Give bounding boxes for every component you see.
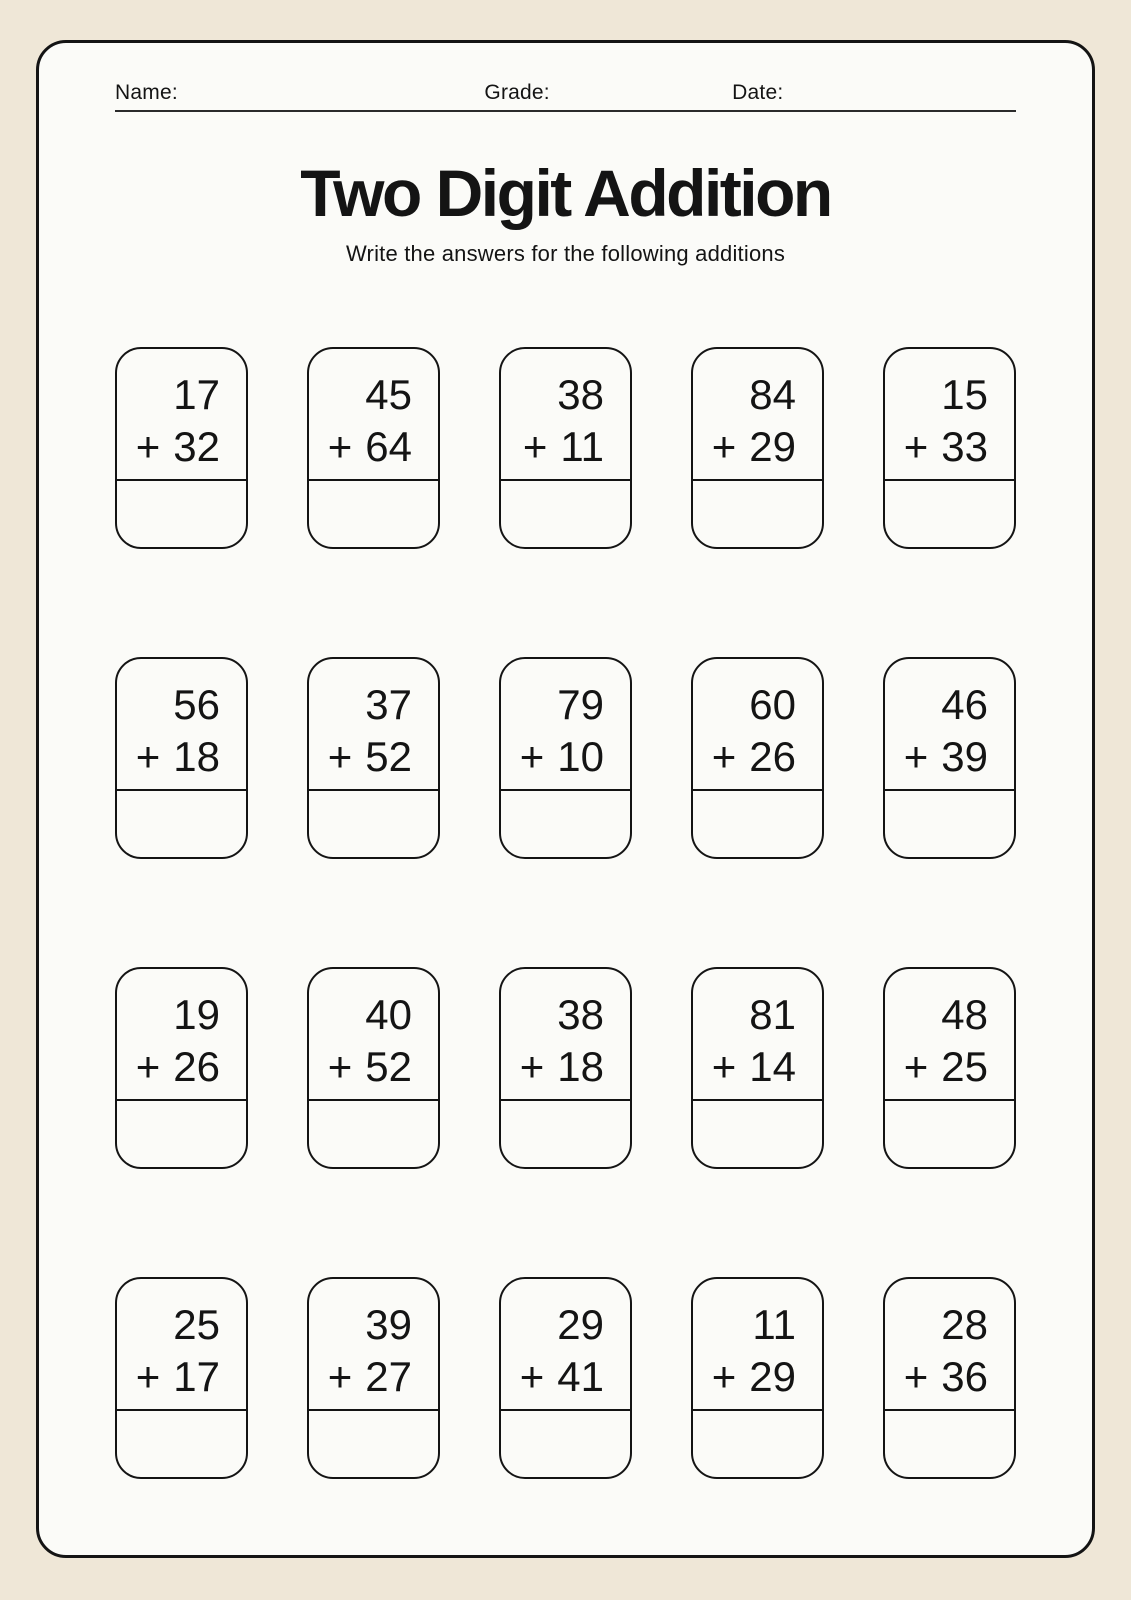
bottom-addend: 10 — [557, 733, 604, 781]
answer-box[interactable] — [885, 1101, 1014, 1167]
addition-problem-card — [307, 1277, 440, 1479]
answer-box[interactable] — [501, 481, 630, 547]
worksheet-content — [39, 81, 1092, 1479]
answer-box[interactable] — [117, 1411, 246, 1477]
addition-problem-card — [499, 967, 632, 1169]
bottom-addend-row — [309, 1041, 412, 1093]
bottom-addend-row — [117, 421, 220, 473]
plus-operator: + — [711, 1353, 737, 1401]
bottom-addend-row — [693, 1351, 796, 1403]
plus-operator: + — [327, 423, 353, 471]
answer-box[interactable] — [885, 1411, 1014, 1477]
top-addend: 17 — [173, 371, 220, 419]
answer-box[interactable] — [501, 1101, 630, 1167]
top-addend: 48 — [941, 991, 988, 1039]
problem-operands — [117, 969, 246, 1093]
bottom-addend: 18 — [173, 733, 220, 781]
answer-box[interactable] — [117, 1101, 246, 1167]
addition-problem-card — [691, 657, 824, 859]
top-addend: 38 — [557, 371, 604, 419]
worksheet-paper — [36, 40, 1095, 1558]
addition-problem-card — [307, 347, 440, 549]
addition-problem-card — [115, 657, 248, 859]
plus-operator: + — [711, 423, 737, 471]
bottom-addend-row — [693, 731, 796, 783]
addition-problem-card — [499, 1277, 632, 1479]
problem-operands — [309, 1279, 438, 1403]
plus-operator: + — [135, 1353, 161, 1401]
bottom-addend-row — [501, 421, 604, 473]
addition-problem-card — [499, 347, 632, 549]
answer-box[interactable] — [117, 791, 246, 857]
problem-operands — [501, 349, 630, 473]
bottom-addend: 36 — [941, 1353, 988, 1401]
answer-box[interactable] — [885, 481, 1014, 547]
problem-operands — [885, 659, 1014, 783]
plus-operator: + — [327, 1353, 353, 1401]
page-subtitle: Write the answers for the following additions — [345, 241, 786, 267]
bottom-addend: 17 — [173, 1353, 220, 1401]
top-addend: 25 — [173, 1301, 220, 1349]
bottom-addend: 27 — [365, 1353, 412, 1401]
top-addend: 38 — [557, 991, 604, 1039]
bottom-addend: 41 — [557, 1353, 604, 1401]
plus-operator: + — [903, 733, 929, 781]
answer-box[interactable] — [117, 481, 246, 547]
bottom-addend: 39 — [941, 733, 988, 781]
addition-problem-card — [691, 347, 824, 549]
bottom-addend: 11 — [560, 423, 604, 471]
problem-operands — [501, 969, 630, 1093]
bottom-addend: 64 — [365, 423, 412, 471]
bottom-addend-row — [885, 1351, 988, 1403]
bottom-addend: 26 — [749, 733, 796, 781]
problem-operands — [885, 349, 1014, 473]
bottom-addend-row — [885, 731, 988, 783]
top-addend: 37 — [365, 681, 412, 729]
top-addend: 81 — [749, 991, 796, 1039]
bottom-addend-row — [117, 1041, 220, 1093]
plus-operator: + — [519, 1043, 545, 1091]
answer-box[interactable] — [693, 1101, 822, 1167]
problem-operands — [693, 1279, 822, 1403]
bottom-addend: 33 — [941, 423, 988, 471]
bottom-addend: 32 — [173, 423, 220, 471]
top-addend: 28 — [941, 1301, 988, 1349]
plus-operator: + — [711, 1043, 737, 1091]
addition-problem-card — [883, 347, 1016, 549]
addition-problem-card — [307, 657, 440, 859]
bottom-addend-row — [117, 1351, 220, 1403]
answer-box[interactable] — [693, 1411, 822, 1477]
grade-label: Grade: — [484, 81, 550, 104]
top-addend: 39 — [365, 1301, 412, 1349]
top-addend: 84 — [749, 371, 796, 419]
problem-operands — [501, 659, 630, 783]
plus-operator: + — [903, 1043, 929, 1091]
bottom-addend-row — [501, 1041, 604, 1093]
top-addend: 19 — [173, 991, 220, 1039]
problem-operands — [309, 659, 438, 783]
bottom-addend: 18 — [557, 1043, 604, 1091]
plus-operator: + — [135, 1043, 161, 1091]
bottom-addend: 26 — [173, 1043, 220, 1091]
problem-operands — [309, 349, 438, 473]
bottom-addend-row — [501, 731, 604, 783]
answer-box[interactable] — [693, 791, 822, 857]
bottom-addend: 14 — [749, 1043, 796, 1091]
bottom-addend-row — [693, 1041, 796, 1093]
bottom-addend: 25 — [941, 1043, 988, 1091]
bottom-addend-row — [309, 731, 412, 783]
plus-operator: + — [327, 733, 353, 781]
bottom-addend-row — [501, 1351, 604, 1403]
addition-problem-card — [307, 967, 440, 1169]
bottom-addend: 29 — [749, 1353, 796, 1401]
plus-operator: + — [135, 423, 161, 471]
addition-problem-card — [115, 1277, 248, 1479]
bottom-addend-row — [885, 421, 988, 473]
top-addend: 46 — [941, 681, 988, 729]
bottom-addend: 52 — [365, 733, 412, 781]
addition-problem-card — [691, 1277, 824, 1479]
answer-box[interactable] — [693, 481, 822, 547]
problem-operands — [501, 1279, 630, 1403]
problem-operands — [117, 349, 246, 473]
answer-box[interactable] — [885, 791, 1014, 857]
answer-box[interactable] — [309, 791, 438, 857]
top-addend: 45 — [365, 371, 412, 419]
answer-box[interactable] — [501, 1411, 630, 1477]
plus-operator: + — [327, 1043, 353, 1091]
plus-operator: + — [519, 733, 545, 781]
plus-operator: + — [519, 1353, 545, 1401]
problem-operands — [885, 1279, 1014, 1403]
plus-operator: + — [135, 733, 161, 781]
problem-operands — [693, 969, 822, 1093]
addition-problem-card — [115, 967, 248, 1169]
problem-operands — [693, 659, 822, 783]
bottom-addend-row — [309, 1351, 412, 1403]
addition-problem-card — [883, 1277, 1016, 1479]
bottom-addend: 52 — [365, 1043, 412, 1091]
page-title: Two Digit Addition — [300, 156, 831, 230]
bottom-addend: 29 — [749, 423, 796, 471]
top-addend: 40 — [365, 991, 412, 1039]
top-addend: 15 — [941, 371, 988, 419]
date-label: Date: — [732, 81, 784, 104]
header-underline — [115, 110, 1016, 112]
problem-operands — [693, 349, 822, 473]
top-addend: 56 — [173, 681, 220, 729]
worksheet-header — [115, 81, 1016, 112]
bottom-addend-row — [309, 421, 412, 473]
problems-grid — [115, 347, 1016, 1479]
bottom-addend-row — [693, 421, 796, 473]
addition-problem-card — [115, 347, 248, 549]
bottom-addend-row — [117, 731, 220, 783]
top-addend: 79 — [557, 681, 604, 729]
plus-operator: + — [903, 423, 929, 471]
addition-problem-card — [883, 967, 1016, 1169]
plus-operator: + — [903, 1353, 929, 1401]
answer-box[interactable] — [501, 791, 630, 857]
problem-operands — [885, 969, 1014, 1093]
problem-operands — [117, 659, 246, 783]
top-addend: 60 — [749, 681, 796, 729]
header-labels-row — [115, 81, 1016, 109]
name-label: Name: — [115, 81, 178, 104]
problem-operands — [309, 969, 438, 1093]
answer-box[interactable] — [309, 1101, 438, 1167]
answer-box[interactable] — [309, 481, 438, 547]
problem-operands — [117, 1279, 246, 1403]
top-addend: 11 — [752, 1301, 796, 1349]
bottom-addend-row — [885, 1041, 988, 1093]
plus-operator: + — [522, 423, 548, 471]
top-addend: 29 — [557, 1301, 604, 1349]
addition-problem-card — [883, 657, 1016, 859]
answer-box[interactable] — [309, 1411, 438, 1477]
plus-operator: + — [711, 733, 737, 781]
addition-problem-card — [499, 657, 632, 859]
addition-problem-card — [691, 967, 824, 1169]
